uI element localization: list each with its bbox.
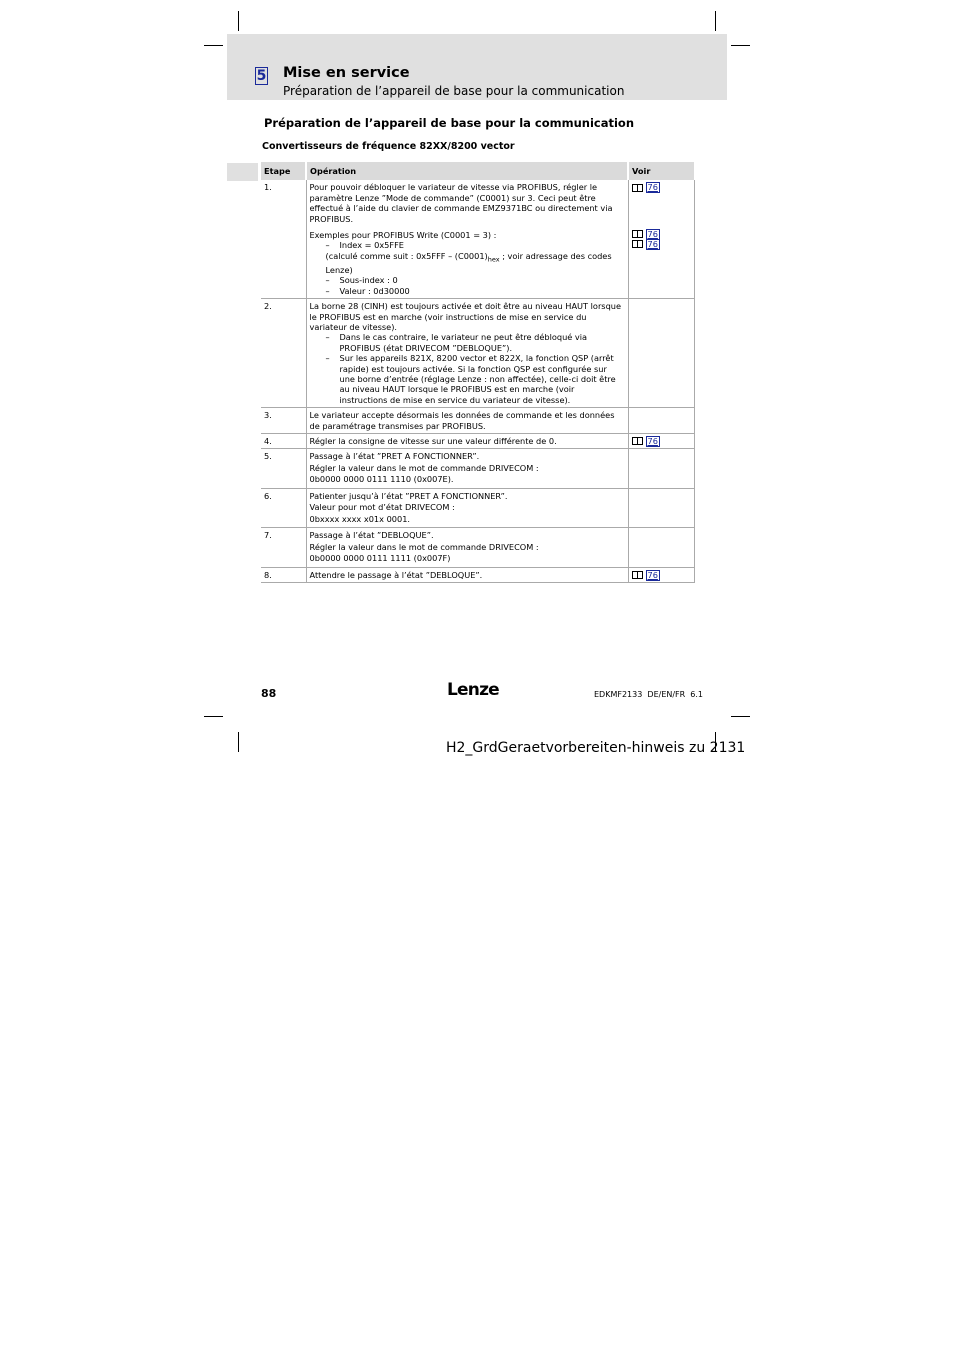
see-cell	[628, 488, 694, 528]
page-ref-link[interactable]: 76	[647, 569, 658, 580]
see-cell	[628, 180, 694, 298]
operation-text: Attendre le passage à l’état ”DEBLOQUE”.	[309, 569, 483, 580]
see-cell	[628, 449, 694, 489]
step-number: 8.	[261, 567, 306, 582]
lenze-logo: Lenze	[447, 680, 499, 700]
operation-text: Régler la valeur dans le mot de commande DRIVECOM :	[309, 541, 539, 552]
see-cell	[628, 408, 694, 434]
table-row	[261, 528, 694, 568]
book-icon	[632, 240, 643, 248]
operation-text: Le variateur accepte désormais les données de commande et les données de paramétrage transmises par PROFIBUS.	[309, 410, 615, 431]
table-row	[261, 449, 694, 489]
operation-text: Régler la valeur dans le mot de commande DRIVECOM :	[309, 462, 539, 473]
header-see: Voir	[628, 162, 694, 180]
operation-cell	[306, 567, 628, 582]
subsection-title: Convertisseurs de fréquence 82XX/8200 vector	[262, 141, 515, 152]
see-cell	[628, 567, 694, 582]
crop-mark	[238, 11, 239, 31]
operation-text: 0bxxxx xxxx x01x 0001.	[309, 513, 411, 524]
page-ref-link[interactable]: 76	[647, 228, 658, 239]
chapter-subtitle: Préparation de l’appareil de base pour la communication	[283, 84, 625, 98]
operation-cell	[306, 528, 628, 568]
dash-item: – Sur les appareils 821X, 8200 vector et 822X, la fonction QSP (arrêt rapide) est toujours activée. Si la fonction QSP est configurée sur une borne d’entrée (réglage Lenze : non affectée), celle-ci doit être au niveau HAUT lorsque le PROFIBUS est en marche (voir instructions de mise en service du variateur de vitesse).	[310, 353, 625, 405]
operation-text: Passage à l’état ”PRET A FONCTIONNER”.	[309, 451, 480, 462]
operation-text: Pour pouvoir débloquer le variateur de vitesse via PROFIBUS, régler le paramètre Lenze ”Mode de commande” (C0001) sur 3. Ceci peut être effectué à l’aide du clavier de commande EMZ9371BC ou directement via PROFIBUS.	[309, 182, 613, 224]
calc-note: (calculé comme suit : $0x5FFF - (C0001)_{hex}$ ; voir adressage des codes Lenze)	[325, 250, 612, 275]
chapter-number[interactable]: 5	[256, 68, 267, 84]
operation-cell	[306, 408, 628, 434]
operation-cell	[306, 180, 628, 298]
step-number: 7.	[261, 528, 306, 568]
operation-cell	[306, 433, 628, 448]
operation-cell	[306, 299, 628, 408]
margin-marker	[227, 163, 258, 181]
crop-mark	[731, 45, 750, 46]
section-title: Préparation de l’appareil de base pour la communication	[264, 116, 635, 130]
operation-text: Valeur pour mot d’état DRIVECOM :	[309, 502, 455, 513]
book-icon	[632, 571, 643, 579]
table-row	[261, 180, 694, 298]
dash-item: – Dans le cas contraire, le variateur ne peut être débloqué via PROFIBUS (état DRIVECOM ”DEBLOQUE”).	[310, 332, 625, 353]
page-number: 88	[261, 687, 277, 700]
book-icon	[632, 184, 643, 192]
crop-mark	[715, 11, 716, 31]
book-icon	[632, 437, 643, 445]
step-number: 5.	[261, 449, 306, 489]
table-row	[261, 567, 694, 582]
document-code: EDKMF2133 DE/EN/FR 6.1	[594, 690, 704, 699]
header-step: Etape	[261, 162, 306, 180]
operation-text: La borne 28 (CINH) est toujours activée et doit être au niveau HAUT lorsque le PROFIBUS est en marche (voir instructions de mise en service du variateur de vitesse).	[309, 301, 621, 332]
step-number: 4.	[261, 433, 306, 448]
see-cell	[628, 299, 694, 408]
operation-text: Passage à l’état ”DEBLOQUE”.	[309, 530, 434, 541]
operation-text: 0b0000 0000 0111 1110 (0x007E).	[309, 474, 454, 485]
operation-text: Régler la consigne de vitesse sur une valeur différente de 0.	[309, 435, 557, 446]
see-cell	[628, 528, 694, 568]
dash-item: – Index = 0x5FFE	[310, 240, 625, 250]
header-operation: Opération	[306, 162, 628, 180]
chapter-title: Mise en service	[283, 65, 410, 81]
operation-text: 0b0000 0000 0111 1111 (0x007F)	[309, 553, 451, 564]
page-ref-link[interactable]: 76	[647, 435, 658, 446]
step-number: 1.	[261, 180, 306, 298]
table-row	[261, 488, 694, 528]
step-number: 6.	[261, 488, 306, 528]
operation-cell	[306, 449, 628, 489]
table-row	[261, 408, 694, 434]
page-ref-link[interactable]: 76	[647, 238, 658, 249]
crop-mark	[731, 716, 750, 717]
dash-item: – Sous-index : 0	[310, 275, 625, 285]
operation-cell	[306, 488, 628, 528]
book-icon	[632, 230, 643, 238]
table-row	[261, 433, 694, 448]
operation-text: Patienter jusqu’à l’état ”PRET A FONCTIONNER”.	[309, 490, 508, 501]
dash-item: – Valeur : 0d30000	[310, 286, 625, 296]
see-cell	[628, 433, 694, 448]
crop-mark	[238, 732, 239, 752]
table-header-row	[261, 162, 694, 180]
footer-note: H2_GrdGeraetvorbereiten-hinweis zu 2131	[446, 740, 746, 756]
step-number: 2.	[261, 299, 306, 408]
procedure-table	[261, 162, 695, 583]
step-number: 3.	[261, 408, 306, 434]
crop-mark	[204, 45, 223, 46]
table-row	[261, 299, 694, 408]
operation-text: Exemples pour PROFIBUS Write (C0001 = 3) :	[309, 230, 497, 241]
crop-mark	[204, 716, 223, 717]
page-ref-link[interactable]: 76	[647, 182, 658, 193]
